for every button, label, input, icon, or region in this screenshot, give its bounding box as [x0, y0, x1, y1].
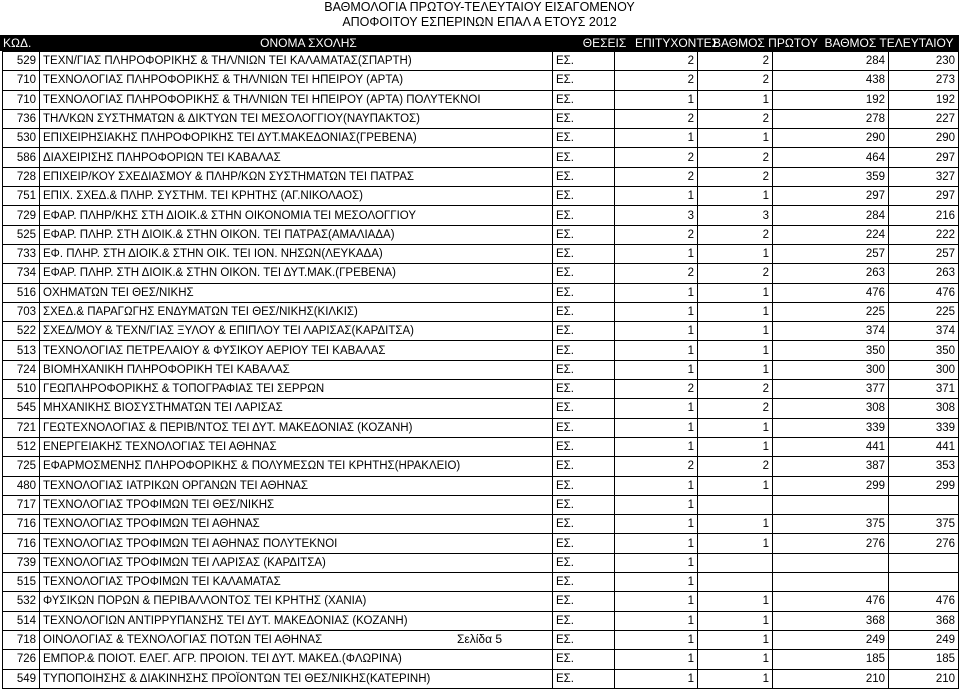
cell-seats: 2: [615, 380, 698, 399]
cell-first-score: 225: [773, 302, 889, 321]
cell-last-score: 230: [889, 52, 959, 71]
table-row: [3, 418, 959, 437]
table-row: [3, 206, 959, 225]
column-header-first-score: ΒΑΘΜΟΣ ΠΡΩΤΟΥ: [713, 36, 818, 50]
cell-first-score: 359: [773, 167, 889, 186]
cell-seats: 1: [615, 650, 698, 669]
cell-last-score: 368: [889, 611, 959, 630]
report-subtitle: ΑΠΟΦΟΙΤΟΥ ΕΣΠΕΡΙΝΩΝ ΕΠΑΛ Α ΕΤΟΥΣ 2012: [342, 15, 617, 29]
cell-type: ΕΣ.: [553, 630, 615, 649]
cell-seats: 1: [615, 553, 698, 572]
cell-code: 525: [3, 225, 40, 244]
cell-type: ΕΣ.: [553, 360, 615, 379]
cell-last-score: 273: [889, 71, 959, 90]
column-header-code: ΚΩΔ.: [3, 36, 32, 50]
cell-school-name: ΔΙΑΧΕΙΡΙΣΗΣ ΠΛΗΡΟΦΟΡΙΩΝ ΤΕΙ ΚΑΒΑΛΑΣ: [40, 148, 553, 167]
cell-code: 733: [3, 244, 40, 263]
cell-first-score: 350: [773, 341, 889, 360]
cell-school-name: ΕΦΑΡ. ΠΛΗΡ. ΣΤΗ ΔΙΟΙΚ.& ΣΤΗΝ ΟΙΚΟΝ. ΤΕΙ ΔΥΤ.ΜΑΚ.(ΓΡΕΒΕΝΑ): [40, 264, 553, 283]
cell-last-score: [889, 573, 959, 592]
cell-first-score: 263: [773, 264, 889, 283]
cell-first-score: 185: [773, 650, 889, 669]
cell-school-name: ΤΥΠΟΠΟΙΗΣΗΣ & ΔΙΑΚΙΝΗΣΗΣ ΠΡΟΪΟΝΤΩΝ ΤΕΙ ΘΕΣ/ΝΙΚΗΣ(ΚΑΤΕΡΙΝΗ): [40, 669, 553, 688]
cell-successful: 1: [698, 650, 773, 669]
cell-last-score: 276: [889, 534, 959, 553]
cell-code: 513: [3, 341, 40, 360]
table-row: [3, 437, 959, 456]
cell-school-name: ΤΕΧΝΟΛΟΓΙΑΣ ΤΡΟΦΙΜΩΝ ΤΕΙ ΑΘΗΝΑΣ ΠΟΛΥΤΕΚΝΟΙ: [40, 534, 553, 553]
table-row: [3, 167, 959, 186]
cell-last-score: 308: [889, 399, 959, 418]
cell-code: 710: [3, 71, 40, 90]
cell-seats: 1: [615, 360, 698, 379]
column-header-last-score: ΒΑΘΜΟΣ ΤΕΛΕΥΤΑΙΟΥ: [824, 36, 954, 50]
cell-school-name: ΓΕΩΤΕΧΝΟΛΟΓΙΑΣ & ΠΕΡΙΒ/ΝΤΟΣ ΤΕΙ ΔΥΤ. ΜΑΚΕΔΟΝΙΑΣ (ΚΟΖΑΝΗ): [40, 418, 553, 437]
cell-last-score: 192: [889, 90, 959, 109]
cell-seats: 2: [615, 167, 698, 186]
cell-last-score: 339: [889, 418, 959, 437]
cell-successful: 1: [698, 669, 773, 688]
cell-successful: 2: [698, 225, 773, 244]
table-row: [3, 399, 959, 418]
cell-school-name: ΤΕΧΝΟΛΟΓΙΑΣ ΠΕΤΡΕΛΑΙΟΥ & ΦΥΣΙΚΟΥ ΑΕΡΙΟΥ ΤΕΙ ΚΑΒΑΛΑΣ: [40, 341, 553, 360]
cell-first-score: 192: [773, 90, 889, 109]
table-row: [3, 129, 959, 148]
cell-last-score: 441: [889, 437, 959, 456]
cell-successful: 2: [698, 264, 773, 283]
cell-type: ΕΣ.: [553, 573, 615, 592]
cell-type: ΕΣ.: [553, 167, 615, 186]
cell-school-name: ΕΝΕΡΓΕΙΑΚΗΣ ΤΕΧΝΟΛΟΓΙΑΣ ΤΕΙ ΑΘΗΝΑΣ: [40, 437, 553, 456]
cell-seats: 1: [615, 515, 698, 534]
cell-code: 716: [3, 515, 40, 534]
table-row: [3, 495, 959, 514]
cell-seats: 1: [615, 534, 698, 553]
cell-successful: 2: [698, 109, 773, 128]
cell-last-score: 353: [889, 457, 959, 476]
cell-successful: 1: [698, 283, 773, 302]
table-row: [3, 476, 959, 495]
cell-last-score: 227: [889, 109, 959, 128]
column-header-successful: ΕΠΙΤΥΧΟΝΤΕΣ: [635, 36, 720, 50]
cell-school-name: ΕΦ. ΠΛΗΡ. ΣΤΗ ΔΙΟΙΚ.& ΣΤΗΝ ΟΙΚ. ΤΕΙ ΙΟΝ. ΝΗΣΩΝ(ΛΕΥΚΑΔΑ): [40, 244, 553, 263]
cell-last-score: 375: [889, 515, 959, 534]
cell-code: 545: [3, 399, 40, 418]
cell-first-score: [773, 495, 889, 514]
cell-code: 718: [3, 630, 40, 649]
cell-type: ΕΣ.: [553, 129, 615, 148]
cell-last-score: 249: [889, 630, 959, 649]
table-row: [3, 534, 959, 553]
cell-school-name: ΕΦΑΡΜΟΣΜΕΝΗΣ ΠΛΗΡΟΦΟΡΙΚΗΣ & ΠΟΛΥΜΕΣΩΝ ΤΕΙ ΚΡΗΤΗΣ(ΗΡΑΚΛΕΙΟ): [40, 457, 553, 476]
cell-last-score: 216: [889, 206, 959, 225]
cell-type: ΕΣ.: [553, 264, 615, 283]
table-row: [3, 148, 959, 167]
cell-school-name: ΤΕΧΝΟΛΟΓΙΑΣ ΤΡΟΦΙΜΩΝ ΤΕΙ ΛΑΡΙΣΑΣ (ΚΑΡΔΙΤΣΑ): [40, 553, 553, 572]
cell-school-name: ΤΗΛ/ΚΩΝ ΣΥΣΤΗΜΑΤΩΝ & ΔΙΚΤΥΩΝ ΤΕΙ ΜΕΣΟΛΟΓΓΙΟΥ(ΝΑΥΠΑΚΤΟΣ): [40, 109, 553, 128]
cell-last-score: 476: [889, 592, 959, 611]
cell-successful: 1: [698, 437, 773, 456]
cell-code: 729: [3, 206, 40, 225]
table-row: [3, 52, 959, 71]
cell-first-score: 290: [773, 129, 889, 148]
cell-successful: 2: [698, 52, 773, 71]
page-number: Σελίδα 5: [456, 632, 503, 646]
cell-seats: 1: [615, 437, 698, 456]
cell-first-score: 438: [773, 71, 889, 90]
cell-school-name: ΕΦΑΡ. ΠΛΗΡ. ΣΤΗ ΔΙΟΙΚ.& ΣΤΗΝ ΟΙΚΟΝ. ΤΕΙ ΠΑΤΡΑΣ(ΑΜΑΛΙΑΔΑ): [40, 225, 553, 244]
cell-school-name: ΤΕΧΝΟΛΟΓΙΑΣ ΤΡΟΦΙΜΩΝ ΤΕΙ ΑΘΗΝΑΣ: [40, 515, 553, 534]
cell-seats: 2: [615, 264, 698, 283]
cell-successful: 1: [698, 341, 773, 360]
cell-first-score: 476: [773, 283, 889, 302]
cell-code: 515: [3, 573, 40, 592]
table-row: [3, 515, 959, 534]
cell-type: ΕΣ.: [553, 341, 615, 360]
cell-first-score: 299: [773, 476, 889, 495]
cell-first-score: [773, 553, 889, 572]
table-row: [3, 90, 959, 109]
table-row: [3, 322, 959, 341]
cell-seats: 2: [615, 457, 698, 476]
table-row: [3, 264, 959, 283]
cell-school-name: ΣΧΕΔ.& ΠΑΡΑΓΩΓΗΣ ΕΝΔΥΜΑΤΩΝ ΤΕΙ ΘΕΣ/ΝΙΚΗΣ(ΚΙΛΚΙΣ): [40, 302, 553, 321]
cell-school-name: ΕΠΙΧΕΙΡΗΣΙΑΚΗΣ ΠΛΗΡΟΦΟΡΙΚΗΣ ΤΕΙ ΔΥΤ.ΜΑΚΕΔΟΝΙΑΣ(ΓΡΕΒΕΝΑ): [40, 129, 553, 148]
cell-first-score: 249: [773, 630, 889, 649]
cell-school-name: ΣΧΕΔ/ΜΟΥ & ΤΕΧΝ/ΓΙΑΣ ΞΥΛΟΥ & ΕΠΙΠΛΟΥ ΤΕΙ ΛΑΡΙΣΑΣ(ΚΑΡΔΙΤΣΑ): [40, 322, 553, 341]
cell-code: 532: [3, 592, 40, 611]
cell-successful: 1: [698, 322, 773, 341]
cell-code: 529: [3, 52, 40, 71]
cell-last-score: 300: [889, 360, 959, 379]
table-row: [3, 592, 959, 611]
cell-school-name: ΕΦΑΡ. ΠΛΗΡ/ΚΗΣ ΣΤΗ ΔΙΟΙΚ.& ΣΤΗΝ ΟΙΚΟΝΟΜΙΑ ΤΕΙ ΜΕΣΟΛΟΓΓΙΟΥ: [40, 206, 553, 225]
cell-successful: 1: [698, 592, 773, 611]
cell-type: ΕΣ.: [553, 495, 615, 514]
cell-code: 739: [3, 553, 40, 572]
cell-successful: 2: [698, 399, 773, 418]
cell-seats: 2: [615, 71, 698, 90]
cell-code: 586: [3, 148, 40, 167]
cell-successful: 1: [698, 129, 773, 148]
cell-seats: 1: [615, 187, 698, 206]
cell-school-name: ΤΕΧΝΟΛΟΓΙΩΝ ΑΝΤΙΡΡΥΠΑΝΣΗΣ ΤΕΙ ΔΥΤ. ΜΑΚΕΔΟΝΙΑΣ (ΚΟΖΑΝΗ): [40, 611, 553, 630]
table-row: [3, 109, 959, 128]
cell-first-score: 224: [773, 225, 889, 244]
cell-seats: 1: [615, 418, 698, 437]
cell-type: ΕΣ.: [553, 437, 615, 456]
cell-first-score: 297: [773, 187, 889, 206]
cell-first-score: 257: [773, 244, 889, 263]
cell-school-name: ΤΕΧΝΟΛΟΓΙΑΣ ΙΑΤΡΙΚΩΝ ΟΡΓΑΝΩΝ ΤΕΙ ΑΘΗΝΑΣ: [40, 476, 553, 495]
cell-seats: 1: [615, 476, 698, 495]
cell-seats: 1: [615, 611, 698, 630]
cell-type: ΕΣ.: [553, 553, 615, 572]
cell-type: ΕΣ.: [553, 52, 615, 71]
cell-successful: [698, 495, 773, 514]
cell-first-score: 284: [773, 206, 889, 225]
cell-school-name: ΟΧΗΜΑΤΩΝ ΤΕΙ ΘΕΣ/ΝΙΚΗΣ: [40, 283, 553, 302]
cell-successful: 1: [698, 187, 773, 206]
table-row: [3, 669, 959, 688]
cell-seats: 1: [615, 592, 698, 611]
cell-successful: 3: [698, 206, 773, 225]
cell-type: ΕΣ.: [553, 399, 615, 418]
cell-first-score: 387: [773, 457, 889, 476]
table-row: [3, 341, 959, 360]
table-row: [3, 283, 959, 302]
cell-code: 480: [3, 476, 40, 495]
cell-type: ΕΣ.: [553, 476, 615, 495]
cell-successful: 1: [698, 476, 773, 495]
cell-school-name: ΦΥΣΙΚΩΝ ΠΟΡΩΝ & ΠΕΡΙΒΑΛΛΟΝΤΟΣ ΤΕΙ ΚΡΗΤΗΣ (ΧΑΝΙΑ): [40, 592, 553, 611]
cell-successful: 1: [698, 360, 773, 379]
cell-first-score: 464: [773, 148, 889, 167]
cell-last-score: 371: [889, 380, 959, 399]
cell-successful: 1: [698, 630, 773, 649]
cell-type: ΕΣ.: [553, 592, 615, 611]
cell-seats: 2: [615, 52, 698, 71]
table-row: [3, 360, 959, 379]
cell-last-score: 185: [889, 650, 959, 669]
table-row: [3, 244, 959, 263]
cell-successful: [698, 573, 773, 592]
cell-seats: 1: [615, 573, 698, 592]
cell-school-name: ΕΠΙΧΕΙΡ/ΚΟΥ ΣΧΕΔΙΑΣΜΟΥ & ΠΛΗΡ/ΚΩΝ ΣΥΣΤΗΜΑΤΩΝ ΤΕΙ ΠΑΤΡΑΣ: [40, 167, 553, 186]
cell-code: 751: [3, 187, 40, 206]
cell-successful: 2: [698, 148, 773, 167]
cell-code: 717: [3, 495, 40, 514]
cell-code: 549: [3, 669, 40, 688]
cell-code: 514: [3, 611, 40, 630]
cell-type: ΕΣ.: [553, 187, 615, 206]
cell-code: 703: [3, 302, 40, 321]
cell-last-score: 222: [889, 225, 959, 244]
cell-seats: 1: [615, 302, 698, 321]
cell-school-name: ΤΕΧΝΟΛΟΓΙΑΣ ΤΡΟΦΙΜΩΝ ΤΕΙ ΚΑΛΑΜΑΤΑΣ: [40, 573, 553, 592]
cell-first-score: 377: [773, 380, 889, 399]
cell-type: ΕΣ.: [553, 515, 615, 534]
cell-first-score: 476: [773, 592, 889, 611]
table-row: [3, 187, 959, 206]
cell-last-score: 210: [889, 669, 959, 688]
cell-type: ΕΣ.: [553, 650, 615, 669]
column-header-seats: ΘΕΣΕΙΣ: [582, 36, 627, 50]
cell-code: 721: [3, 418, 40, 437]
cell-first-score: 368: [773, 611, 889, 630]
cell-seats: 2: [615, 148, 698, 167]
cell-first-score: 278: [773, 109, 889, 128]
cell-code: 512: [3, 437, 40, 456]
cell-code: 530: [3, 129, 40, 148]
cell-seats: 2: [615, 109, 698, 128]
cell-code: 710: [3, 90, 40, 109]
cell-last-score: [889, 553, 959, 572]
table-row: [3, 650, 959, 669]
cell-school-name: ΕΜΠΟΡ.& ΠΟΙΟΤ. ΕΛΕΓ. ΑΓΡ. ΠΡΟΙΟΝ. ΤΕΙ ΔΥΤ. ΜΑΚΕΔ.(ΦΛΩΡΙΝΑ): [40, 650, 553, 669]
cell-school-name: ΒΙΟΜΗΧΑΝΙΚΗ ΠΛΗΡΟΦΟΡΙΚΗ ΤΕΙ ΚΑΒΑΛΑΣ: [40, 360, 553, 379]
table-row: [3, 611, 959, 630]
cell-successful: [698, 553, 773, 572]
cell-type: ΕΣ.: [553, 669, 615, 688]
cell-type: ΕΣ.: [553, 206, 615, 225]
cell-type: ΕΣ.: [553, 457, 615, 476]
table-row: [3, 573, 959, 592]
cell-successful: 1: [698, 418, 773, 437]
cell-last-score: 263: [889, 264, 959, 283]
cell-type: ΕΣ.: [553, 148, 615, 167]
cell-first-score: 276: [773, 534, 889, 553]
cell-seats: 1: [615, 322, 698, 341]
cell-first-score: 375: [773, 515, 889, 534]
cell-successful: 1: [698, 611, 773, 630]
cell-last-score: 290: [889, 129, 959, 148]
cell-first-score: [773, 573, 889, 592]
cell-seats: 1: [615, 129, 698, 148]
cell-last-score: 299: [889, 476, 959, 495]
cell-school-name: ΤΕΧΝ/ΓΙΑΣ ΠΛΗΡΟΦΟΡΙΚΗΣ & ΤΗΛ/ΝΙΩΝ ΤΕΙ ΚΑΛΑΜΑΤΑΣ(ΣΠΑΡΤΗ): [40, 52, 553, 71]
cell-last-score: [889, 495, 959, 514]
cell-school-name: ΓΕΩΠΛΗΡΟΦΟΡΙΚΗΣ & ΤΟΠΟΓΡΑΦΙΑΣ ΤΕΙ ΣΕΡΡΩΝ: [40, 380, 553, 399]
cell-last-score: 257: [889, 244, 959, 263]
cell-last-score: 374: [889, 322, 959, 341]
cell-type: ΕΣ.: [553, 380, 615, 399]
cell-first-score: 441: [773, 437, 889, 456]
table-row: [3, 380, 959, 399]
cell-type: ΕΣ.: [553, 244, 615, 263]
cell-last-score: 350: [889, 341, 959, 360]
cell-seats: 1: [615, 630, 698, 649]
cell-school-name: ΟΙΝΟΛΟΓΙΑΣ & ΤΕΧΝΟΛΟΓΙΑΣ ΠΟΤΩΝ ΤΕΙ ΑΘΗΝΑΣ: [40, 630, 553, 649]
cell-code: 510: [3, 380, 40, 399]
cell-school-name: ΤΕΧΝΟΛΟΓΙΑΣ ΠΛΗΡΟΦΟΡΙΚΗΣ & ΤΗΛ/ΝΙΩΝ ΤΕΙ ΗΠΕΙΡΟΥ (ΑΡΤΑ) ΠΟΛΥΤΕΚΝΟΙ: [40, 90, 553, 109]
cell-type: ΕΣ.: [553, 71, 615, 90]
cell-school-name: ΤΕΧΝΟΛΟΓΙΑΣ ΤΡΟΦΙΜΩΝ ΤΕΙ ΘΕΣ/ΝΙΚΗΣ: [40, 495, 553, 514]
cell-seats: 3: [615, 206, 698, 225]
cell-code: 724: [3, 360, 40, 379]
cell-code: 725: [3, 457, 40, 476]
cell-first-score: 374: [773, 322, 889, 341]
cell-last-score: 297: [889, 148, 959, 167]
cell-code: 736: [3, 109, 40, 128]
cell-first-score: 210: [773, 669, 889, 688]
cell-successful: 2: [698, 71, 773, 90]
cell-successful: 2: [698, 457, 773, 476]
cell-first-score: 284: [773, 52, 889, 71]
cell-seats: 1: [615, 669, 698, 688]
cell-first-score: 339: [773, 418, 889, 437]
cell-seats: 1: [615, 341, 698, 360]
cell-code: 716: [3, 534, 40, 553]
cell-first-score: 308: [773, 399, 889, 418]
cell-last-score: 476: [889, 283, 959, 302]
cell-type: ΕΣ.: [553, 322, 615, 341]
cell-code: 728: [3, 167, 40, 186]
cell-seats: 1: [615, 399, 698, 418]
cell-type: ΕΣ.: [553, 534, 615, 553]
cell-seats: 1: [615, 495, 698, 514]
table-row: [3, 71, 959, 90]
cell-code: 726: [3, 650, 40, 669]
cell-type: ΕΣ.: [553, 283, 615, 302]
cell-type: ΕΣ.: [553, 90, 615, 109]
cell-code: 516: [3, 283, 40, 302]
cell-type: ΕΣ.: [553, 225, 615, 244]
cell-successful: 1: [698, 244, 773, 263]
cell-type: ΕΣ.: [553, 611, 615, 630]
cell-successful: 1: [698, 90, 773, 109]
cell-last-score: 225: [889, 302, 959, 321]
results-table: [2, 51, 959, 689]
cell-type: ΕΣ.: [553, 302, 615, 321]
cell-code: 522: [3, 322, 40, 341]
report-title: ΒΑΘΜΟΛΟΓΙΑ ΠΡΩΤΟΥ-ΤΕΛΕΥΤΑΙΟΥ ΕΙΣΑΓΟΜΕΝΟΥ: [324, 0, 635, 14]
cell-seats: 1: [615, 90, 698, 109]
table-row: [3, 457, 959, 476]
cell-type: ΕΣ.: [553, 418, 615, 437]
cell-successful: 2: [698, 167, 773, 186]
cell-successful: 2: [698, 380, 773, 399]
cell-type: ΕΣ.: [553, 109, 615, 128]
column-header-name: ΟΝΟΜΑ ΣΧΟΛΗΣ: [260, 36, 357, 50]
cell-school-name: ΜΗΧΑΝΙΚΗΣ ΒΙΟΣΥΣΤΗΜΑΤΩΝ ΤΕΙ ΛΑΡΙΣΑΣ: [40, 399, 553, 418]
cell-seats: 2: [615, 225, 698, 244]
cell-school-name: ΤΕΧΝΟΛΟΓΙΑΣ ΠΛΗΡΟΦΟΡΙΚΗΣ & ΤΗΛ/ΝΙΩΝ ΤΕΙ ΗΠΕΙΡΟΥ (ΑΡΤΑ): [40, 71, 553, 90]
cell-successful: 1: [698, 302, 773, 321]
cell-successful: 1: [698, 515, 773, 534]
cell-code: 734: [3, 264, 40, 283]
cell-seats: 1: [615, 244, 698, 263]
cell-successful: 1: [698, 534, 773, 553]
cell-seats: 1: [615, 283, 698, 302]
cell-first-score: 300: [773, 360, 889, 379]
cell-last-score: 327: [889, 167, 959, 186]
table-row: [3, 302, 959, 321]
column-header-bar: [0, 35, 959, 51]
cell-last-score: 297: [889, 187, 959, 206]
cell-school-name: ΕΠΙΧ. ΣΧΕΔ.& ΠΛΗΡ. ΣΥΣΤΗΜ. ΤΕΙ ΚΡΗΤΗΣ (ΑΓ.ΝΙΚΟΛΑΟΣ): [40, 187, 553, 206]
table-row: [3, 225, 959, 244]
table-row: [3, 553, 959, 572]
